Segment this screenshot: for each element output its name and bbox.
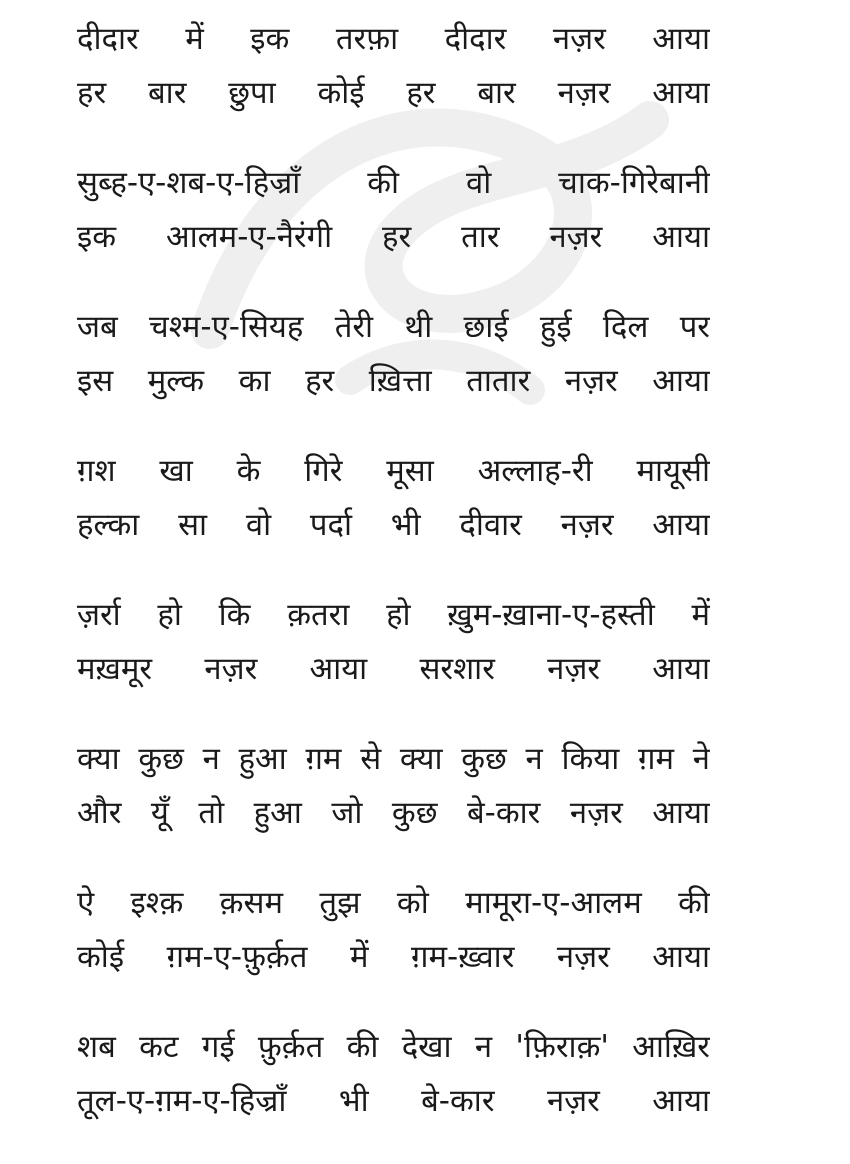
stanza-3-line-1: जब चश्म-ए-सियह तेरी थी छाई हुई दिल पर (77, 309, 710, 345)
stanza-4-line-1: ग़श खा के गिरे मूसा अल्लाह-री मायूसी (77, 453, 710, 489)
ghazal-text (77, 12, 710, 1164)
stanza-7-line-2: कोई ग़म-ए-फ़ुर्क़त में ग़म-ख़्वार नज़र आया (77, 939, 710, 975)
stanza-1 (77, 12, 710, 156)
stanza-3-line-2: इस मुल्क का हर ख़ित्ता तातार नज़र आया (77, 363, 710, 399)
stanza-6-line-1: क्या कुछ न हुआ ग़म से क्या कुछ न किया ग़म ने (77, 741, 710, 777)
stanza-7-line-1: ऐ इश्क़ क़सम तुझ को मामूरा-ए-आलम की (77, 885, 710, 921)
stanza-2 (77, 156, 710, 300)
stanza-1-line-1: दीदार में इक तरफ़ा दीदार नज़र आया (77, 21, 710, 57)
stanza-5-line-1: ज़र्रा हो कि क़तरा हो ख़ुम-ख़ाना-ए-हस्ती में (77, 597, 710, 633)
stanza-8 (77, 1020, 710, 1164)
stanza-7 (77, 876, 710, 1020)
stanza-3 (77, 300, 710, 444)
stanza-6 (77, 732, 710, 876)
stanza-2-line-2: इक आलम-ए-नैरंगी हर तार नज़र आया (77, 219, 710, 255)
stanza-8-line-2: तूल-ए-ग़म-ए-हिज्राँ भी बे-कार नज़र आया (77, 1083, 710, 1119)
stanza-8-line-1: शब कट गई फ़ुर्क़त की देखा न 'फ़िराक़' आख़िर (77, 1029, 710, 1065)
stanza-5 (77, 588, 710, 732)
stanza-6-line-2: और यूँ तो हुआ जो कुछ बे-कार नज़र आया (77, 795, 710, 831)
stanza-4 (77, 444, 710, 588)
stanza-1-line-2: हर बार छुपा कोई हर बार नज़र आया (77, 75, 710, 111)
stanza-2-line-1: सुब्ह-ए-शब-ए-हिज्राँ की वो चाक-गिरेबानी (77, 165, 710, 201)
stanza-4-line-2: हल्का सा वो पर्दा भी दीवार नज़र आया (77, 507, 710, 543)
stanza-5-line-2: मख़मूर नज़र आया सरशार नज़र आया (77, 651, 710, 687)
